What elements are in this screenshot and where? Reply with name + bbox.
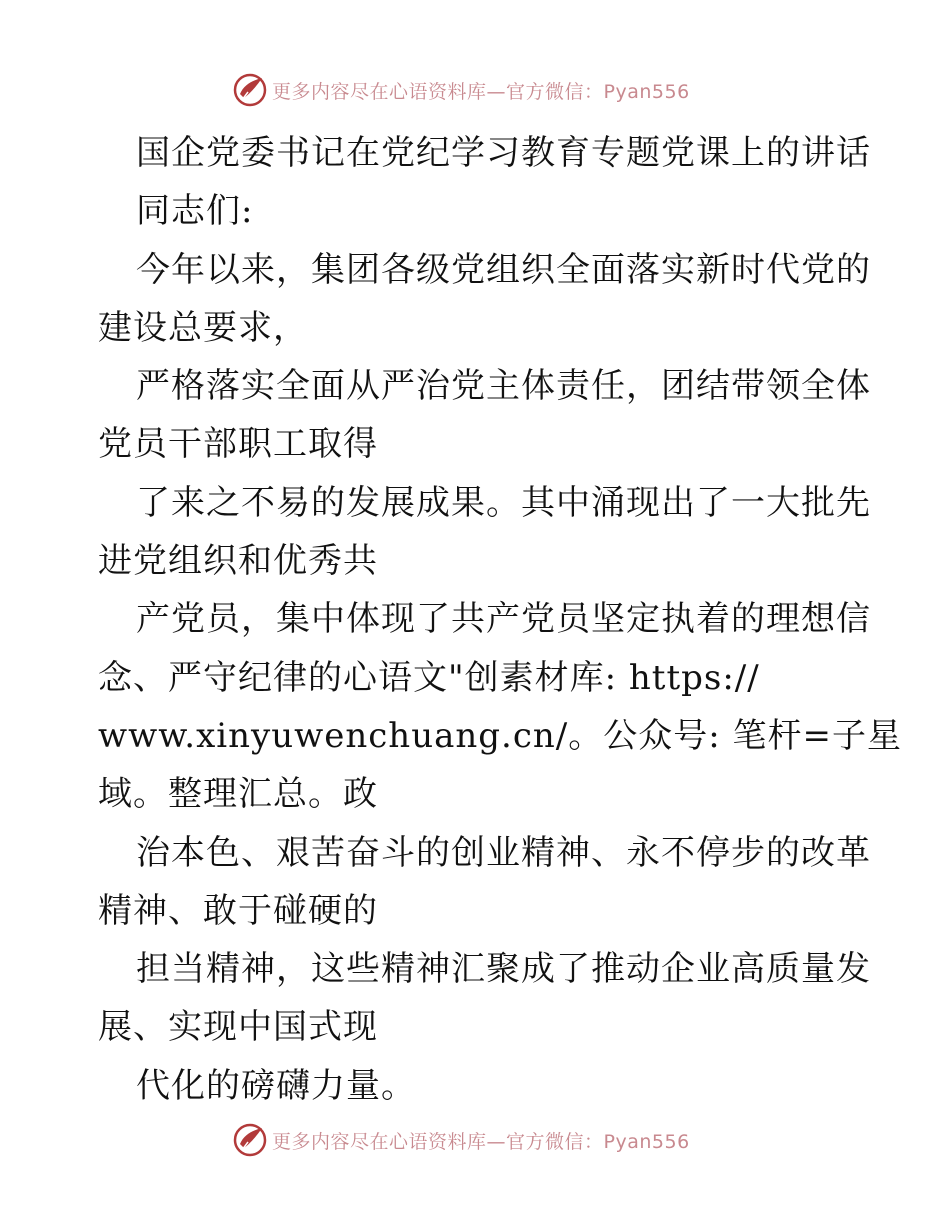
document-body [98,124,902,1115]
footer-banner-text: 更多内容尽在心语资料库—官方微信：Pyan556 [272,1130,690,1153]
pen-logo-icon [232,72,268,108]
paragraph-line: 进党组织和优秀共 [98,541,378,582]
paragraph-line: 域。整理汇总。政 [98,774,378,815]
paragraph-line: 代化的磅礴力量。 [136,1065,416,1106]
paragraph-line: 了来之不易的发展成果。其中涌现出了一大批先 [136,482,871,523]
paragraph-line: 建设总要求， [98,307,308,348]
paragraph-line: 严格落实全面从严治党主体责任，团结带领全体 [136,366,871,407]
paragraph-line: 念、严守纪律的心语文"创素材库: https:// [98,657,760,698]
paragraph-line: 治本色、艰苦奋斗的创业精神、永不停步的改革 [136,832,871,873]
paragraph-line: 今年以来，集团各级党组织全面落实新时代党的 [136,249,871,290]
paragraph-line: www.xinyuwenchuang.cn/。公众号: 笔杆=子星 [98,715,902,756]
paragraph-line: 展、实现中国式现 [98,1007,378,1048]
document-title: 国企党委书记在党纪学习教育专题党课上的讲话 [136,133,871,173]
paragraph-line: 担当精神，这些精神汇聚成了推动企业高质量发 [136,949,871,990]
paragraph-line: 党员干部职工取得 [98,424,378,465]
salutation: 同志们: [136,191,254,232]
header-banner-text: 更多内容尽在心语资料库—官方微信：Pyan556 [272,80,690,103]
footer-banner [232,1120,712,1160]
header-banner [232,70,712,110]
pen-logo-icon [232,1122,268,1158]
paragraph-line: 产党员，集中体现了共产党员坚定执着的理想信 [136,599,871,640]
paragraph-line: 精神、敢于碰硬的 [98,890,378,931]
